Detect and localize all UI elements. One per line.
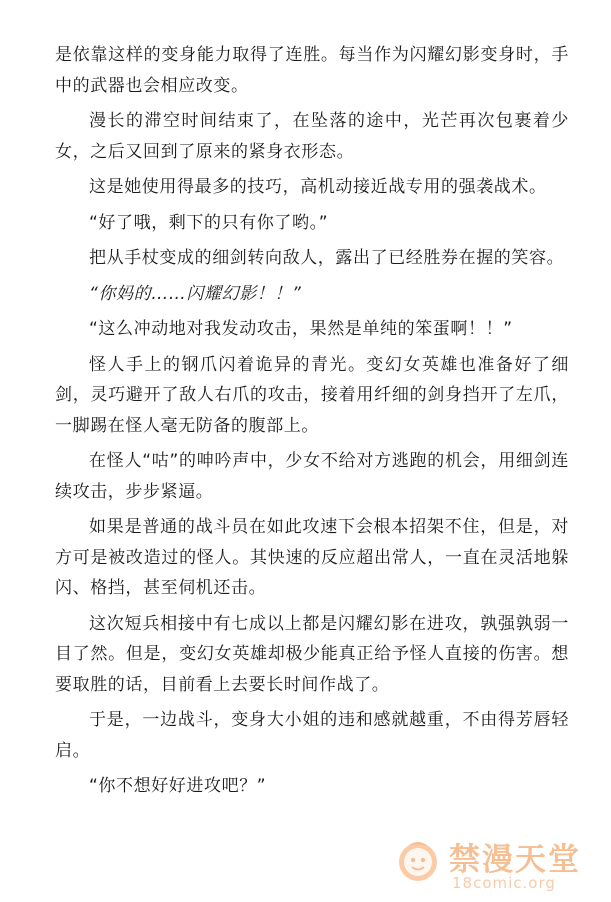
fish-mascot-icon bbox=[394, 836, 442, 884]
dialogue-2: “你妈的……闪耀幻影！！” bbox=[89, 283, 302, 304]
watermark-url: 18comic.org bbox=[452, 874, 556, 892]
paragraph-5: 怪人手上的钢爪闪着诡异的青光。变幻女英雄也准备好了细剑，灵巧避开了敌人右爪的攻击，接着用纤细的剑身挡开了左爪，一脚踢在怪人毫无防备的腹部上。 bbox=[55, 354, 569, 436]
dialogue-4: “你不想好好进攻吧？” bbox=[89, 776, 267, 796]
dialogue-1: “好了哦，剩下的只有你了哟。” bbox=[89, 212, 329, 233]
paragraph-7: 如果是普通的战斗员在如此攻速下会根本招架不住，但是，对方可是被改造过的怪人。其快速的反应超出常人，一直在灵活地躲闪、格挡，甚至伺机还击。 bbox=[55, 517, 569, 598]
paragraph-2: 漫长的滞空时间结束了，在坠落的途中，光芒再次包裹着少女，之后又回到了原来的紧身衣形态。 bbox=[55, 111, 569, 162]
paragraph-3: 这是她使用得最多的技巧，高机动接近战专用的强袭战术。 bbox=[89, 177, 547, 197]
watermark-title: 禁漫天堂 bbox=[449, 842, 581, 878]
paragraph-1: 是依靠这样的变身能力取得了连胜。每当作为闪耀幻影变身时，手中的武器也会相应改变。 bbox=[55, 45, 569, 96]
paragraph-6: 在怪人“咕”的呻吟声中，少女不给对方逃跑的机会，用细剑连续攻击，步步紧逼。 bbox=[55, 451, 569, 502]
dialogue-3: “这么冲动地对我发动攻击，果然是单纯的笨蛋啊！！” bbox=[89, 319, 513, 339]
paragraph-8: 这次短兵相接中有七成以上都是闪耀幻影在进攻，孰强孰弱一目了然。但是，变幻女英雄却极少能真正给予怪人直接的伤害。想要取胜的话，目前看上去要长时间作战了。 bbox=[55, 613, 569, 695]
paragraph-9: 于是，一边战斗，变身大小姐的违和感就越重，不由得芳唇轻启。 bbox=[55, 710, 569, 761]
site-watermark bbox=[394, 832, 599, 896]
paragraph-4: 把从手杖变成的细剑转向敌人，露出了已经胜券在握的笑容。 bbox=[89, 248, 565, 268]
